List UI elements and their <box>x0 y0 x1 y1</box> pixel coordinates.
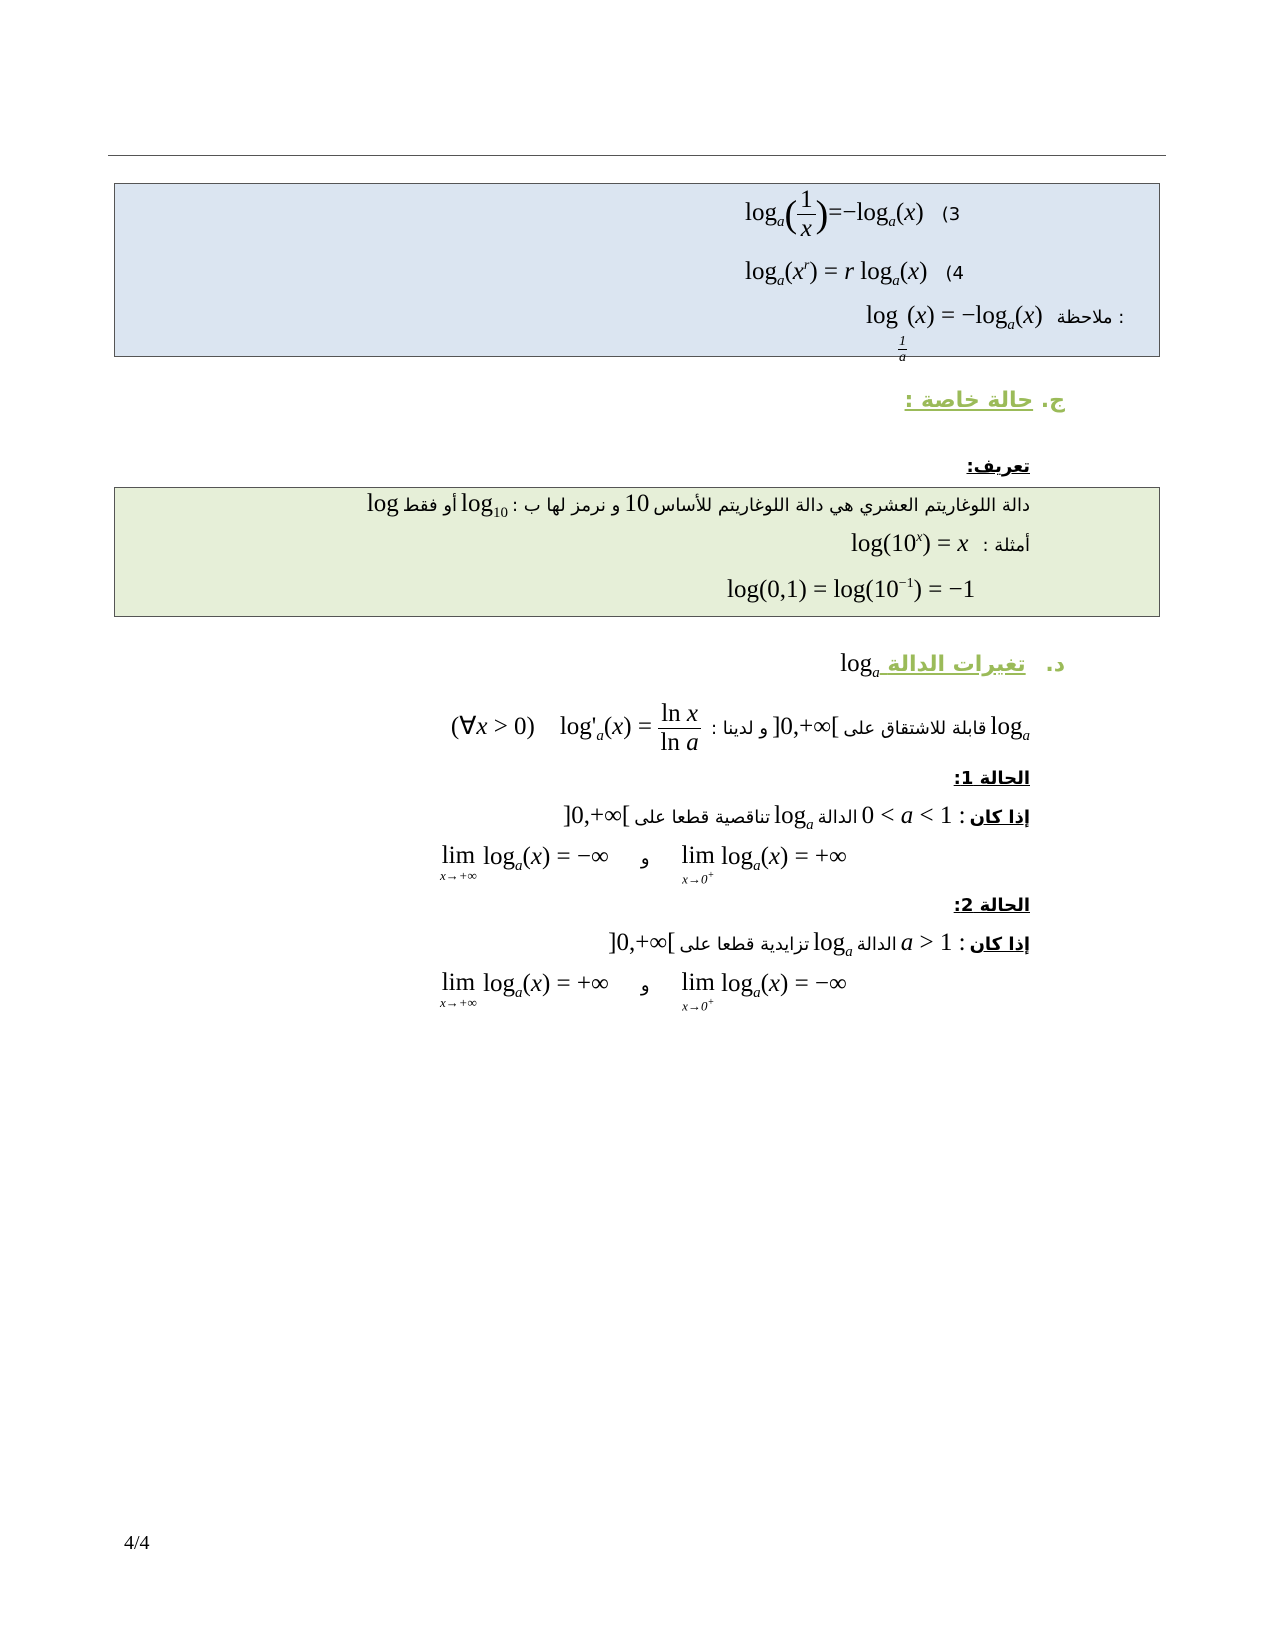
derivative-text-2: و لدينا : <box>711 718 769 740</box>
definition-text-2: و نرمز لها ب : <box>511 495 621 516</box>
case-2-if: إذا كان <box>969 934 1030 955</box>
definition-text: دالة اللوغاريتم العشري هي دالة اللوغاريتم للأساس <box>653 495 1030 516</box>
section-d-title-wrap: تغيرات الدالة $\log_a$ <box>840 650 1026 681</box>
definition-label: تعريف: <box>966 456 1030 477</box>
case-2-function-word: الدالة <box>856 934 897 955</box>
case-1-limits: lim x→+∞ $\log_a(x)$ = −∞ و lim x→0+ $\log_a(x)$ = +∞ <box>440 842 847 887</box>
case-1-label: الحالة 1: <box>953 768 1030 789</box>
case-2-label: الحالة 2: <box>953 895 1030 916</box>
section-d-title: تغيرات الدالة <box>887 652 1026 677</box>
examples-label: أمثلة : <box>982 535 1030 556</box>
case-2-and: و <box>640 975 650 996</box>
definition-or: أو فقط <box>402 495 458 516</box>
case-1-if: إذا كان <box>969 807 1030 828</box>
page-number: 4/4 <box>124 1532 150 1554</box>
example-2-line: $\log(0,1) = \log(10^{-1}) = -1$ <box>727 576 976 603</box>
property-4: $\log_a(x^r) = r$ $\log_a(x)$ (4 <box>745 258 964 289</box>
case-2-condition: إذا كان a > 1 : الدالة $\log_a$ تزايدية قطعا على ]0,+∞[ <box>608 929 1030 960</box>
case-1-function-word: الدالة <box>817 807 858 828</box>
header-rule <box>108 155 1166 156</box>
property-3: $\log_a$( $\frac{1}{x}$ )$=-\log_a(x)$ (3 <box>745 186 961 242</box>
property-3-number: (3 <box>941 204 961 226</box>
example-1-line: أمثلة : $\log(10^x) = x$ <box>850 530 1030 557</box>
definition-line: دالة اللوغاريتم العشري هي دالة اللوغاريتم للأساس 10 و نرمز لها ب : $\log_{10}$ أو فقط log <box>366 490 1030 521</box>
section-c-heading <box>905 388 1065 413</box>
derivative-text: قابلة للاشتقاق على <box>843 718 987 740</box>
case-1-and: و <box>640 848 650 869</box>
section-c-title: حالة خاصة : <box>904 388 1034 413</box>
section-d-heading <box>840 650 1065 682</box>
case-2-limits: lim x→+∞ $\log_a(x)$ = +∞ و lim x→0+ $\log_a(x)$ = −∞ <box>440 969 847 1014</box>
case-1-condition: إذا كان 0 < a < 1 : الدالة $\log_a$ تناقصية قطعا على ]0,+∞[ <box>562 802 1030 833</box>
definition-base: 10 <box>624 490 650 517</box>
section-d-letter: د. <box>1045 652 1065 677</box>
case-1-text: تناقصية قطعا على <box>634 807 771 828</box>
property-4-number: (4 <box>945 263 964 284</box>
section-c-letter: ج. <box>1040 388 1065 413</box>
note-line: log $\frac{1}{a}$ $(x) = -\log_a(x)$ ملاحظة : <box>866 302 1125 365</box>
derivative-line: $\log_a$ قابلة للاشتقاق على ]0,+∞[ و لدينا : (∀x > 0) $\log'_a(x)$ = $\frac{\text{ln x}}{\text{ln a}}$ <box>450 700 1030 756</box>
note-label: ملاحظة : <box>1056 307 1125 328</box>
case-2-text: تزايدية قطعا على <box>679 934 810 955</box>
